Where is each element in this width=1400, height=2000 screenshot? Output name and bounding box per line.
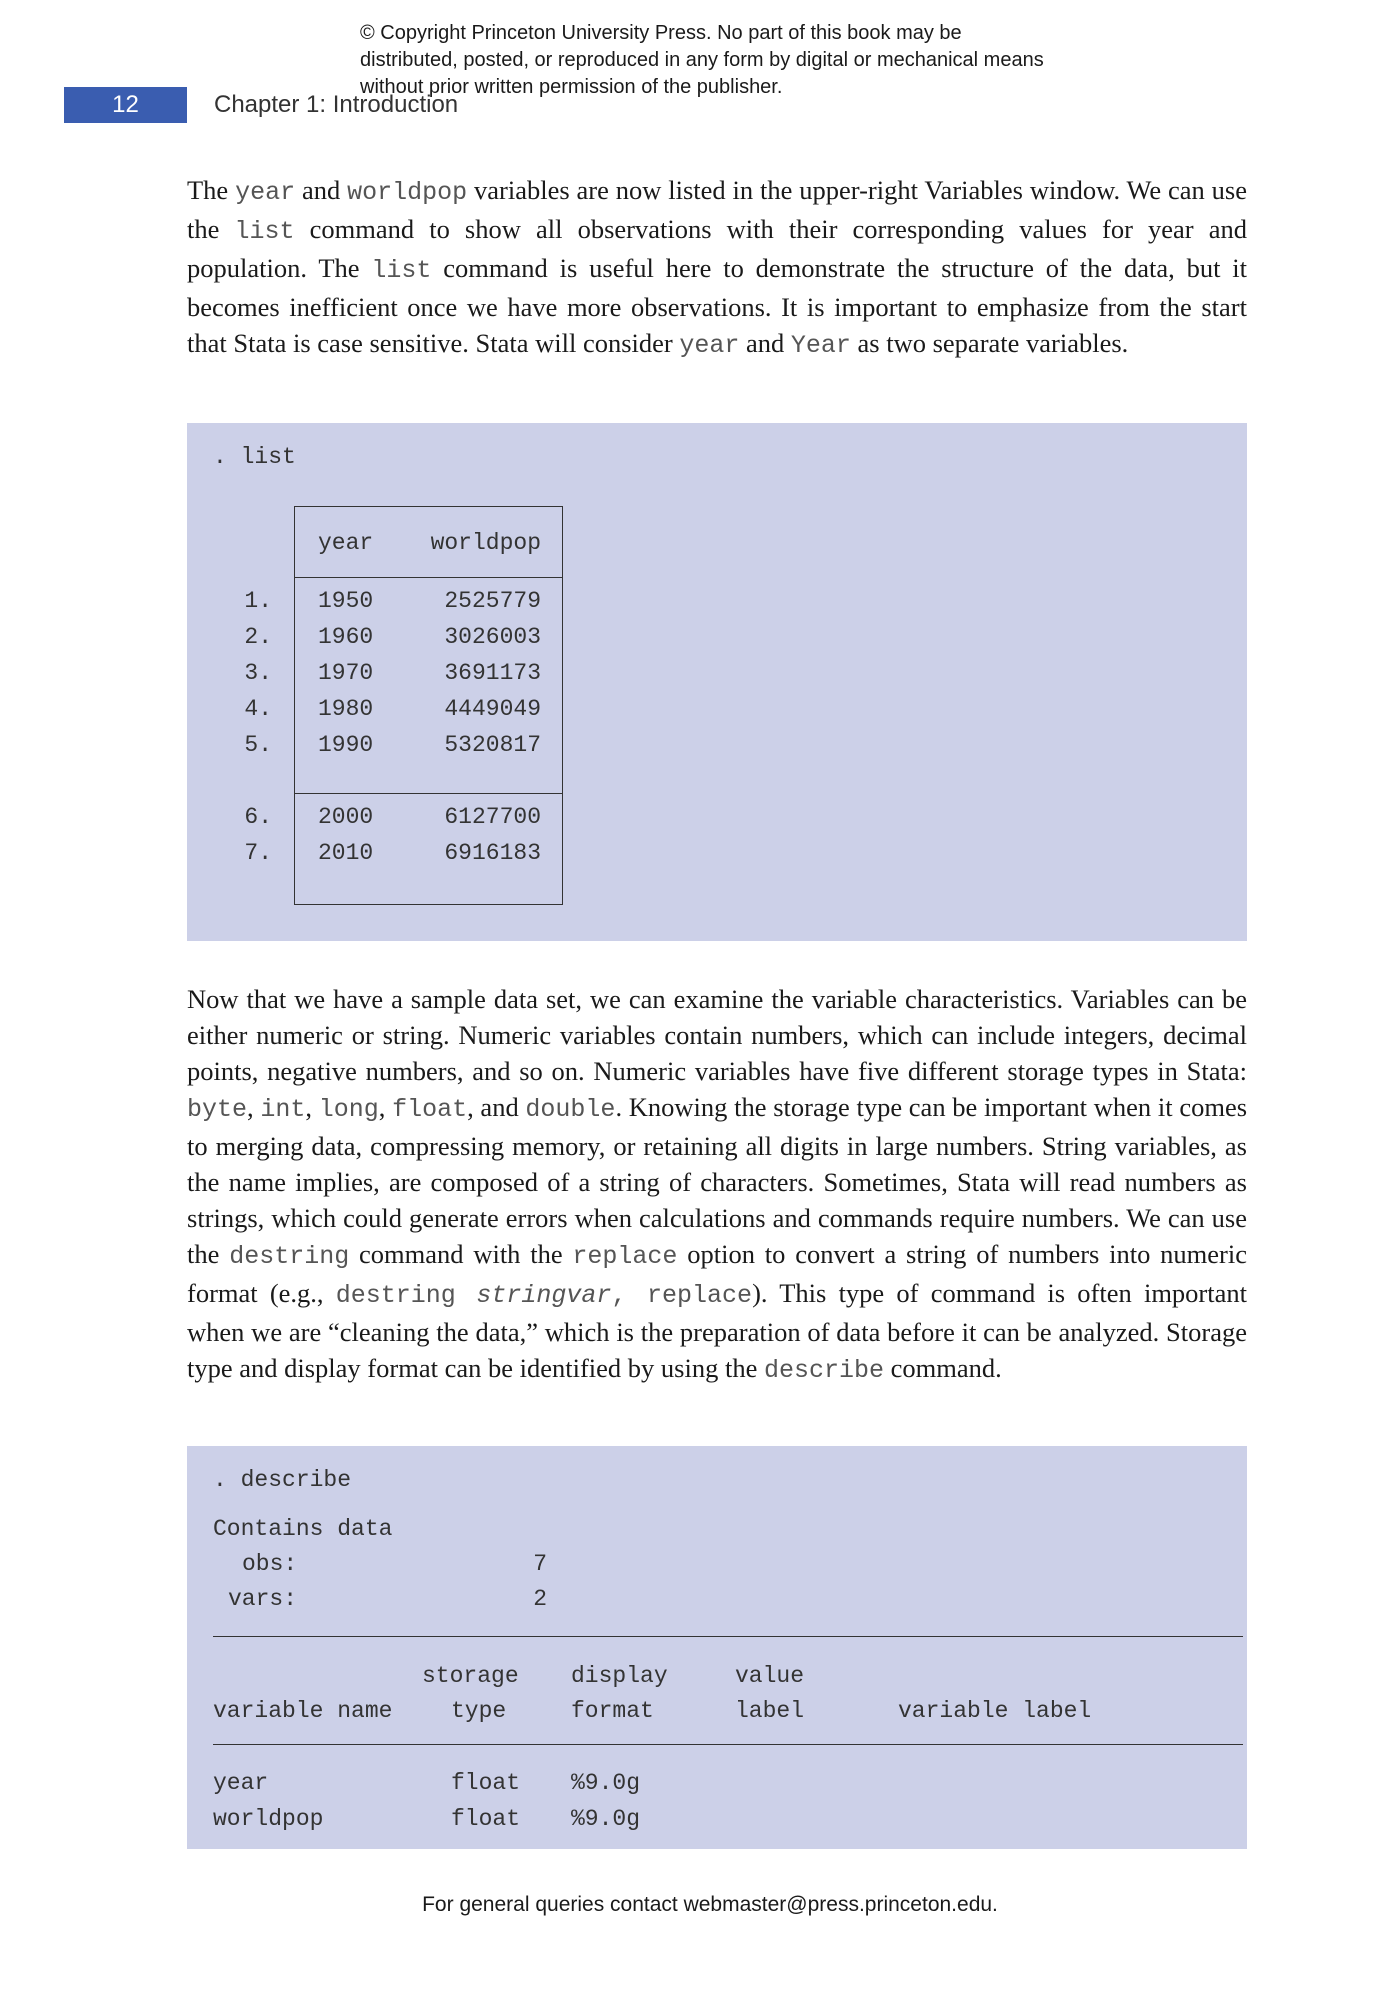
describe-output-box bbox=[187, 1446, 1247, 1849]
var-type: float bbox=[451, 1806, 521, 1832]
code-term: describe bbox=[763, 1356, 884, 1385]
head-storage: storage bbox=[422, 1663, 519, 1689]
rule bbox=[213, 1744, 1243, 1745]
row-number: 3. bbox=[244, 660, 272, 686]
var-name: year bbox=[213, 1770, 269, 1796]
list-output-box bbox=[187, 423, 1247, 941]
cell-year: 1950 bbox=[318, 588, 374, 614]
var-format: %9.0g bbox=[571, 1770, 641, 1796]
row-number: 7. bbox=[244, 840, 272, 866]
head-variable-name: variable name bbox=[213, 1698, 393, 1724]
list-header-worldpop: worldpop bbox=[430, 530, 541, 556]
head-format: format bbox=[571, 1698, 654, 1724]
cell-worldpop: 4449049 bbox=[444, 696, 541, 722]
var-name: worldpop bbox=[213, 1806, 324, 1832]
code-term: double bbox=[525, 1095, 616, 1124]
head-display: display bbox=[571, 1663, 668, 1689]
contains-data-label: Contains data bbox=[213, 1516, 393, 1542]
cell-worldpop: 6916183 bbox=[444, 840, 541, 866]
code-term-italic: stringvar bbox=[476, 1281, 612, 1310]
page-number: 12 bbox=[64, 87, 187, 123]
row-number: 2. bbox=[244, 624, 272, 650]
cell-year: 1990 bbox=[318, 732, 374, 758]
code-term: int bbox=[260, 1095, 306, 1124]
describe-command: . describe bbox=[213, 1467, 352, 1493]
cell-worldpop: 3691173 bbox=[444, 660, 541, 686]
cell-worldpop: 5320817 bbox=[444, 732, 541, 758]
cell-worldpop: 6127700 bbox=[444, 804, 541, 830]
code-term: worldpop bbox=[347, 178, 468, 207]
rule bbox=[213, 1636, 1243, 1637]
cell-year: 2010 bbox=[318, 840, 374, 866]
row-number: 4. bbox=[244, 696, 272, 722]
cell-worldpop: 3026003 bbox=[444, 624, 541, 650]
copyright-notice: © Copyright Princeton University Press. No part of this book may be distributed, posted, or reproduced in any form by digital or mechanical means without prior written permission of the publisher. bbox=[360, 22, 1044, 98]
code-term: float bbox=[392, 1095, 468, 1124]
vars-label: vars: bbox=[228, 1586, 298, 1612]
head-label: label bbox=[735, 1698, 805, 1724]
chapter-title: Chapter 1: Introduction bbox=[214, 91, 459, 118]
code-term: Year bbox=[790, 331, 851, 360]
code-term: year bbox=[235, 178, 296, 207]
paragraph-intro: The year and worldpop variables are now listed in the upper-right Variables window. We can use the list command to show all observations with their corresponding values for year and population. The list command is useful here to demonstrate the structure of the data, but it becomes inefficient once we have more observations. It is important to emphasize from the start that Stata is case sensitive. Stata will consider year and Year as two separate variables. bbox=[187, 175, 1248, 360]
code-term: year bbox=[679, 331, 740, 360]
head-value: value bbox=[735, 1663, 805, 1689]
cell-worldpop: 2525779 bbox=[444, 588, 541, 614]
code-term: long bbox=[318, 1095, 379, 1124]
code-term: list bbox=[371, 256, 432, 285]
code-term: destring bbox=[335, 1281, 477, 1310]
obs-value: 7 bbox=[533, 1551, 547, 1577]
var-format: %9.0g bbox=[571, 1806, 641, 1832]
var-type: float bbox=[451, 1770, 521, 1796]
row-number: 5. bbox=[244, 732, 272, 758]
cell-year: 1960 bbox=[318, 624, 374, 650]
list-command: . list bbox=[213, 444, 296, 470]
head-type: type bbox=[451, 1698, 507, 1724]
cell-year: 1980 bbox=[318, 696, 374, 722]
table-divider bbox=[295, 793, 562, 794]
paragraph-variables: Now that we have a sample data set, we can examine the variable characteristics. Variables can be either numeric or string. Numeric variables contain numbers, which can include integers, decimal points, negative numbers, and so on. Numeric variables have five different storage types in Stata: byte, int, long, float, and double. Knowing the storage type can be important when it comes to merging data, compressing memory, or retaining all digits in large numbers. String variables, as the name implies, are composed of a string of characters. Sometimes, Stata will read numbers as strings, which could generate errors when calculations and commands require numbers. We can use the destring command with the replace option to convert a string of numbers into numeric format (e.g., destring stringvar, replace). This type of command is often important when we are “cleaning the data,” which is the preparation of data before it can be analyzed. Storage type and display format can be identified by using the describe command. bbox=[187, 984, 1248, 1385]
code-term: , replace bbox=[611, 1281, 753, 1310]
obs-label: obs: bbox=[242, 1551, 298, 1577]
head-variable-label: variable label bbox=[898, 1698, 1092, 1724]
cell-year: 1970 bbox=[318, 660, 374, 686]
code-term: byte bbox=[187, 1095, 248, 1124]
table-divider bbox=[295, 577, 562, 578]
code-term: list bbox=[234, 217, 295, 246]
code-term: destring bbox=[229, 1242, 350, 1271]
cell-year: 2000 bbox=[318, 804, 374, 830]
footer-contact: For general queries contact webmaster@press.princeton.edu. bbox=[422, 1893, 998, 1916]
list-header-year: year bbox=[318, 530, 374, 556]
row-number: 6. bbox=[244, 804, 272, 830]
row-number: 1. bbox=[244, 588, 272, 614]
code-term: replace bbox=[572, 1242, 678, 1271]
vars-value: 2 bbox=[533, 1586, 547, 1612]
